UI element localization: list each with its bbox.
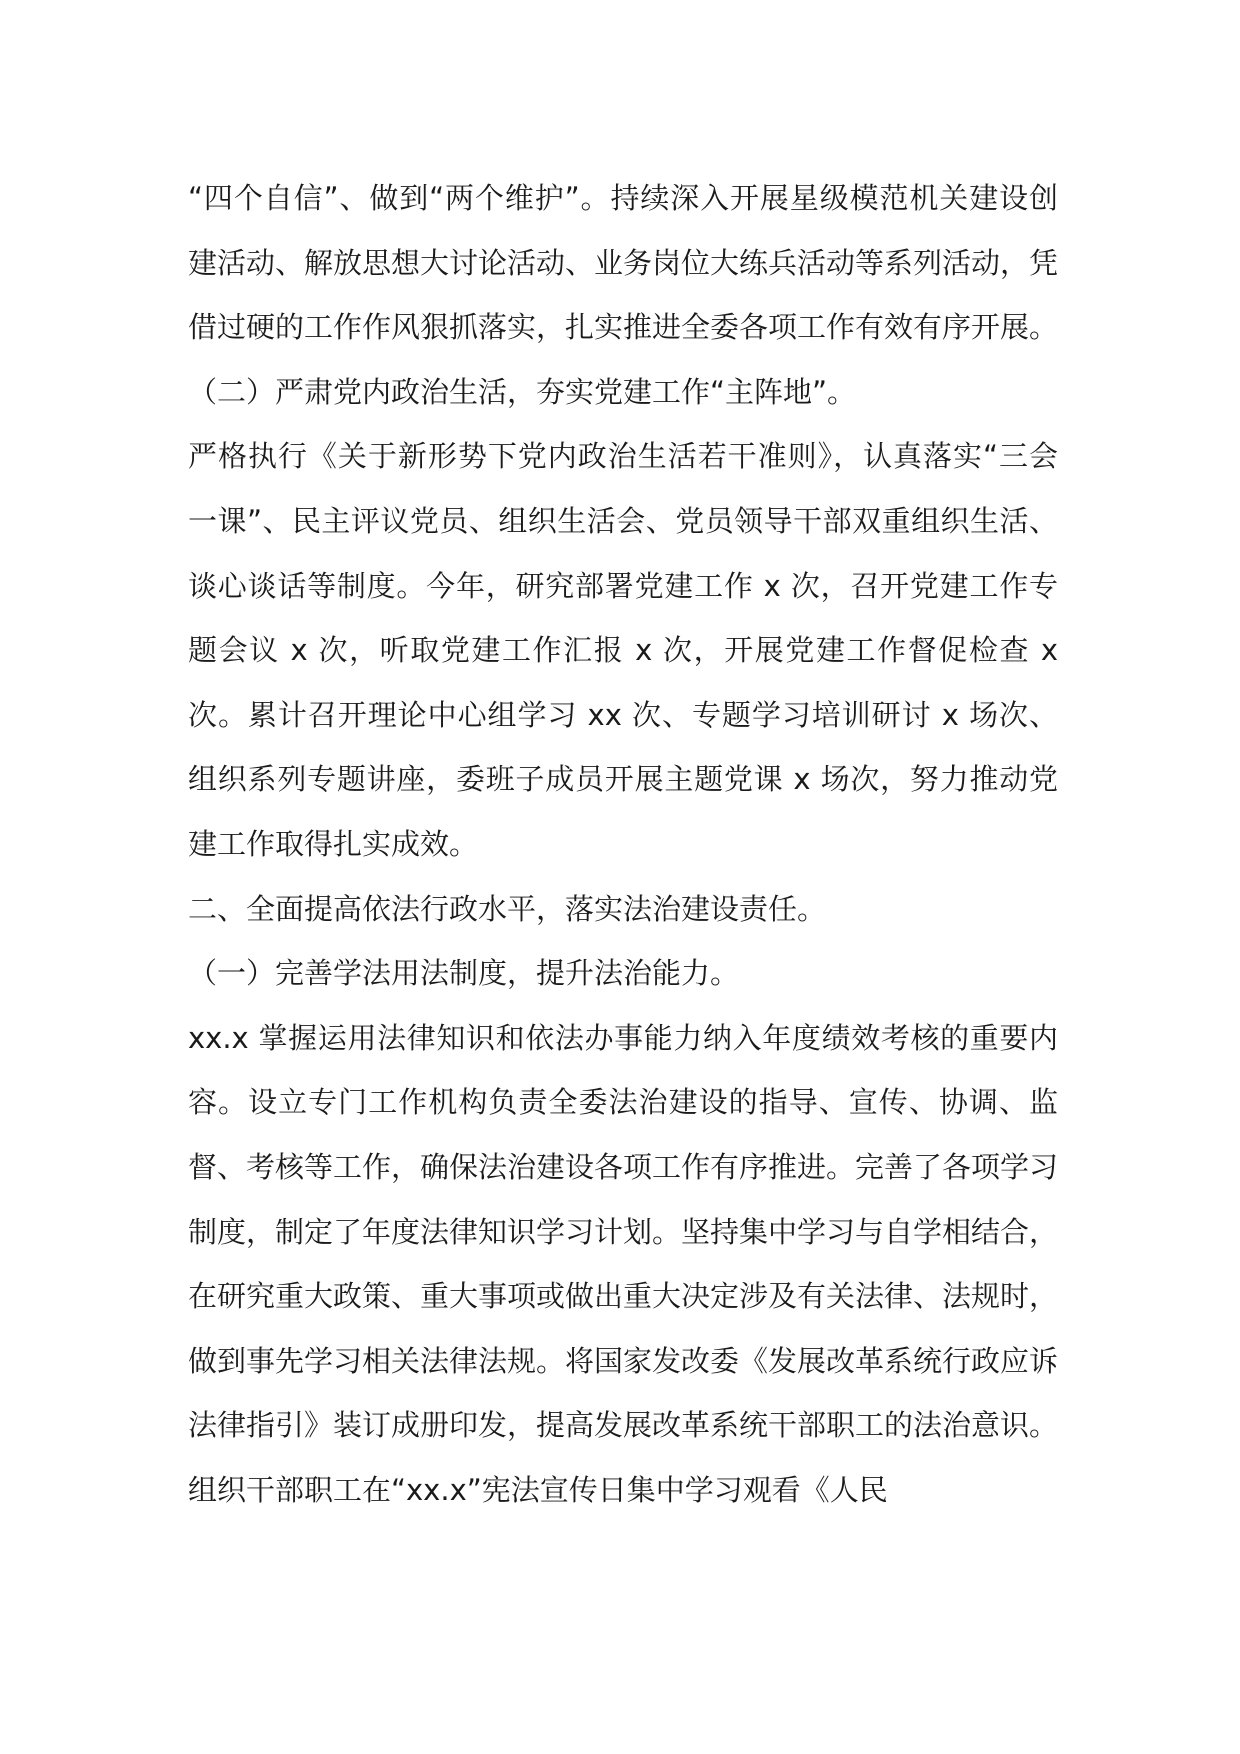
subheading-law-study: （一）完善学法用法制度，提升法治能力。 [188,956,740,991]
subheading-party-life: （二）严肃党内政治生活，夯实党建工作“主阵地”。 [188,374,857,409]
section-heading-rule-of-law: 二、全面提高依法行政水平，落实法治建设责任。 [188,891,827,926]
paragraph-law-study: xx.x 掌握运用法律知识和依法办事能力纳入年度绩效考核的重要内容。设立专门工作机构负责全委法治建设的指导、宣传、协调、监督、考核等工作，确保法治建设各项工作有序推进。完善了各项学习制度，制定了年度法律知识学习计划。坚持集中学习与自学相结合，在研究重大政策、重大事项或做出重大决定涉及有关法律、法规时，做到事先学习相关法律法规。将国家发改委《发展改革系统行政应诉法律指引》装订成册印发，提高发展改革系统干部职工的法治意识。组织干部职工在“xx.x”宪法宣传日集中学习观看《人民 [188,1020,1059,1507]
paragraph-continuation: “四个自信”、做到“两个维护”。持续深入开展星级模范机关建设创建活动、解放思想大讨论活动、业务岗位大练兵活动等系列活动，凭借过硬的工作作风狠抓落实，扎实推进全委各项工作有效有序开展。 [188,181,1059,345]
document-body [188,166,1058,1522]
paragraph-party-life: 严格执行《关于新形势下党内政治生活若干准则》，认真落实“三会一课”、民主评议党员、组织生活会、党员领导干部双重组织生活、谈心谈话等制度。今年，研究部署党建工作 x 次，召开党建工作专题会议 x 次，听取党建工作汇报 x 次，开展党建工作督促检查 x 次。累计召开理论中心组学习 xx 次、专题学习培训研讨 x 场次、组织系列专题讲座，委班子成员开展主题党课 x 场次，努力推动党建工作取得扎实成效。 [188,439,1058,861]
